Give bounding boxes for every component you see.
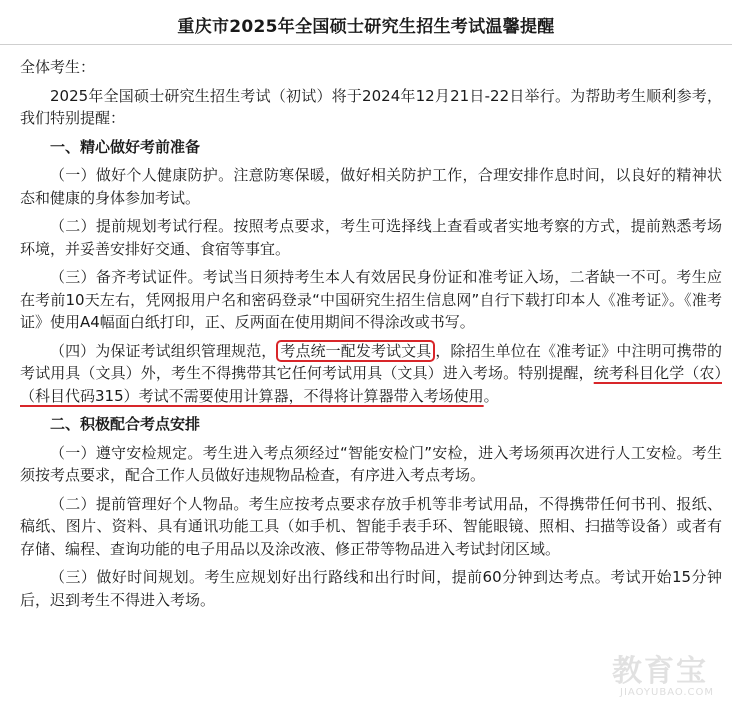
section-1-item-4: [20, 340, 722, 408]
highlight-box-stationery: 考点统一配发考试文具: [276, 340, 435, 362]
section-2-item-2: （二）提前管理好个人物品。考生应按考点要求存放手机等非考试用品，不得携带任何书刊、报纸、稿纸、图片、资料、具有通讯功能工具（如手机、智能手表手环、智能眼镜、照相、扫描等设备）或者有存储、编程、查询功能的电子用品以及涂改液、修正带等物品进入考试封闭区域。: [20, 494, 722, 558]
watermark-url: JIAOYUBAO.COM: [620, 687, 714, 698]
salutation: 全体考生：: [20, 58, 96, 76]
highlight-underline-calculator: 统考科目化学（农）（科目代码315）考试不需要使用计算器，不得将计算器带入考场使用: [20, 364, 722, 405]
item-4-middle: ，除招生单位在《准考证》中注明可携带的考试用具（文具）外，考生不得携带其它任何考试用具（文具）进入考场。特别提醒，: [20, 341, 722, 382]
title-divider: [0, 44, 732, 45]
item-4-end: 。: [483, 386, 499, 405]
intro-paragraph: 2025年全国硕士研究生招生考试（初试）将于2024年12月21日-22日举行。为帮助考生顺利参考，我们特别提醒：: [20, 86, 722, 127]
section-2-item-3: （三）做好时间规划。考生应规划好出行路线和出行时间，提前60分钟到达考点。考试开始15分钟后，迟到考生不得进入考场。: [20, 568, 722, 609]
section-1-item-2: （二）提前规划考试行程。按照考点要求，考生可选择线上查看或者实地考察的方式，提前熟悉考场环境，并妥善安排好交通、食宿等事宜。: [20, 217, 722, 258]
page-title: 重庆市2025年全国硕士研究生招生考试温馨提醒: [177, 17, 555, 37]
section-heading-1: 一、精心做好考前准备: [50, 137, 201, 156]
section-2-item-1: （一）遵守安检规定。考生进入考点须经过“智能安检门”安检，进入考场须再次进行人工安检。考生须按考点要求，配合工作人员做好违规物品检查，有序进入考点考场。: [20, 443, 722, 484]
section-heading-2: 二、积极配合考点安排: [50, 415, 201, 433]
watermark-logo: 教育宝: [612, 654, 708, 689]
document-body: [20, 56, 722, 617]
section-1-item-1: （一）做好个人健康防护。注意防寒保暖，做好相关防护工作，合理安排作息时间，以良好的精神状态和健康的身体参加考试。: [20, 166, 722, 207]
item-4-lead: （四）为保证考试组织管理规范，: [50, 341, 277, 360]
section-1-item-3: （三）备齐考试证件。考试当日须持考生本人有效居民身份证和准考证入场，二者缺一不可。考生应在考前10天左右，凭网报用户名和密码登录“中国研究生招生信息网”自行下载打印本人《准考证》。《准考证》使用A4幅面白纸打印，正、反两面在使用期间不得涂改或书写。: [20, 268, 722, 331]
